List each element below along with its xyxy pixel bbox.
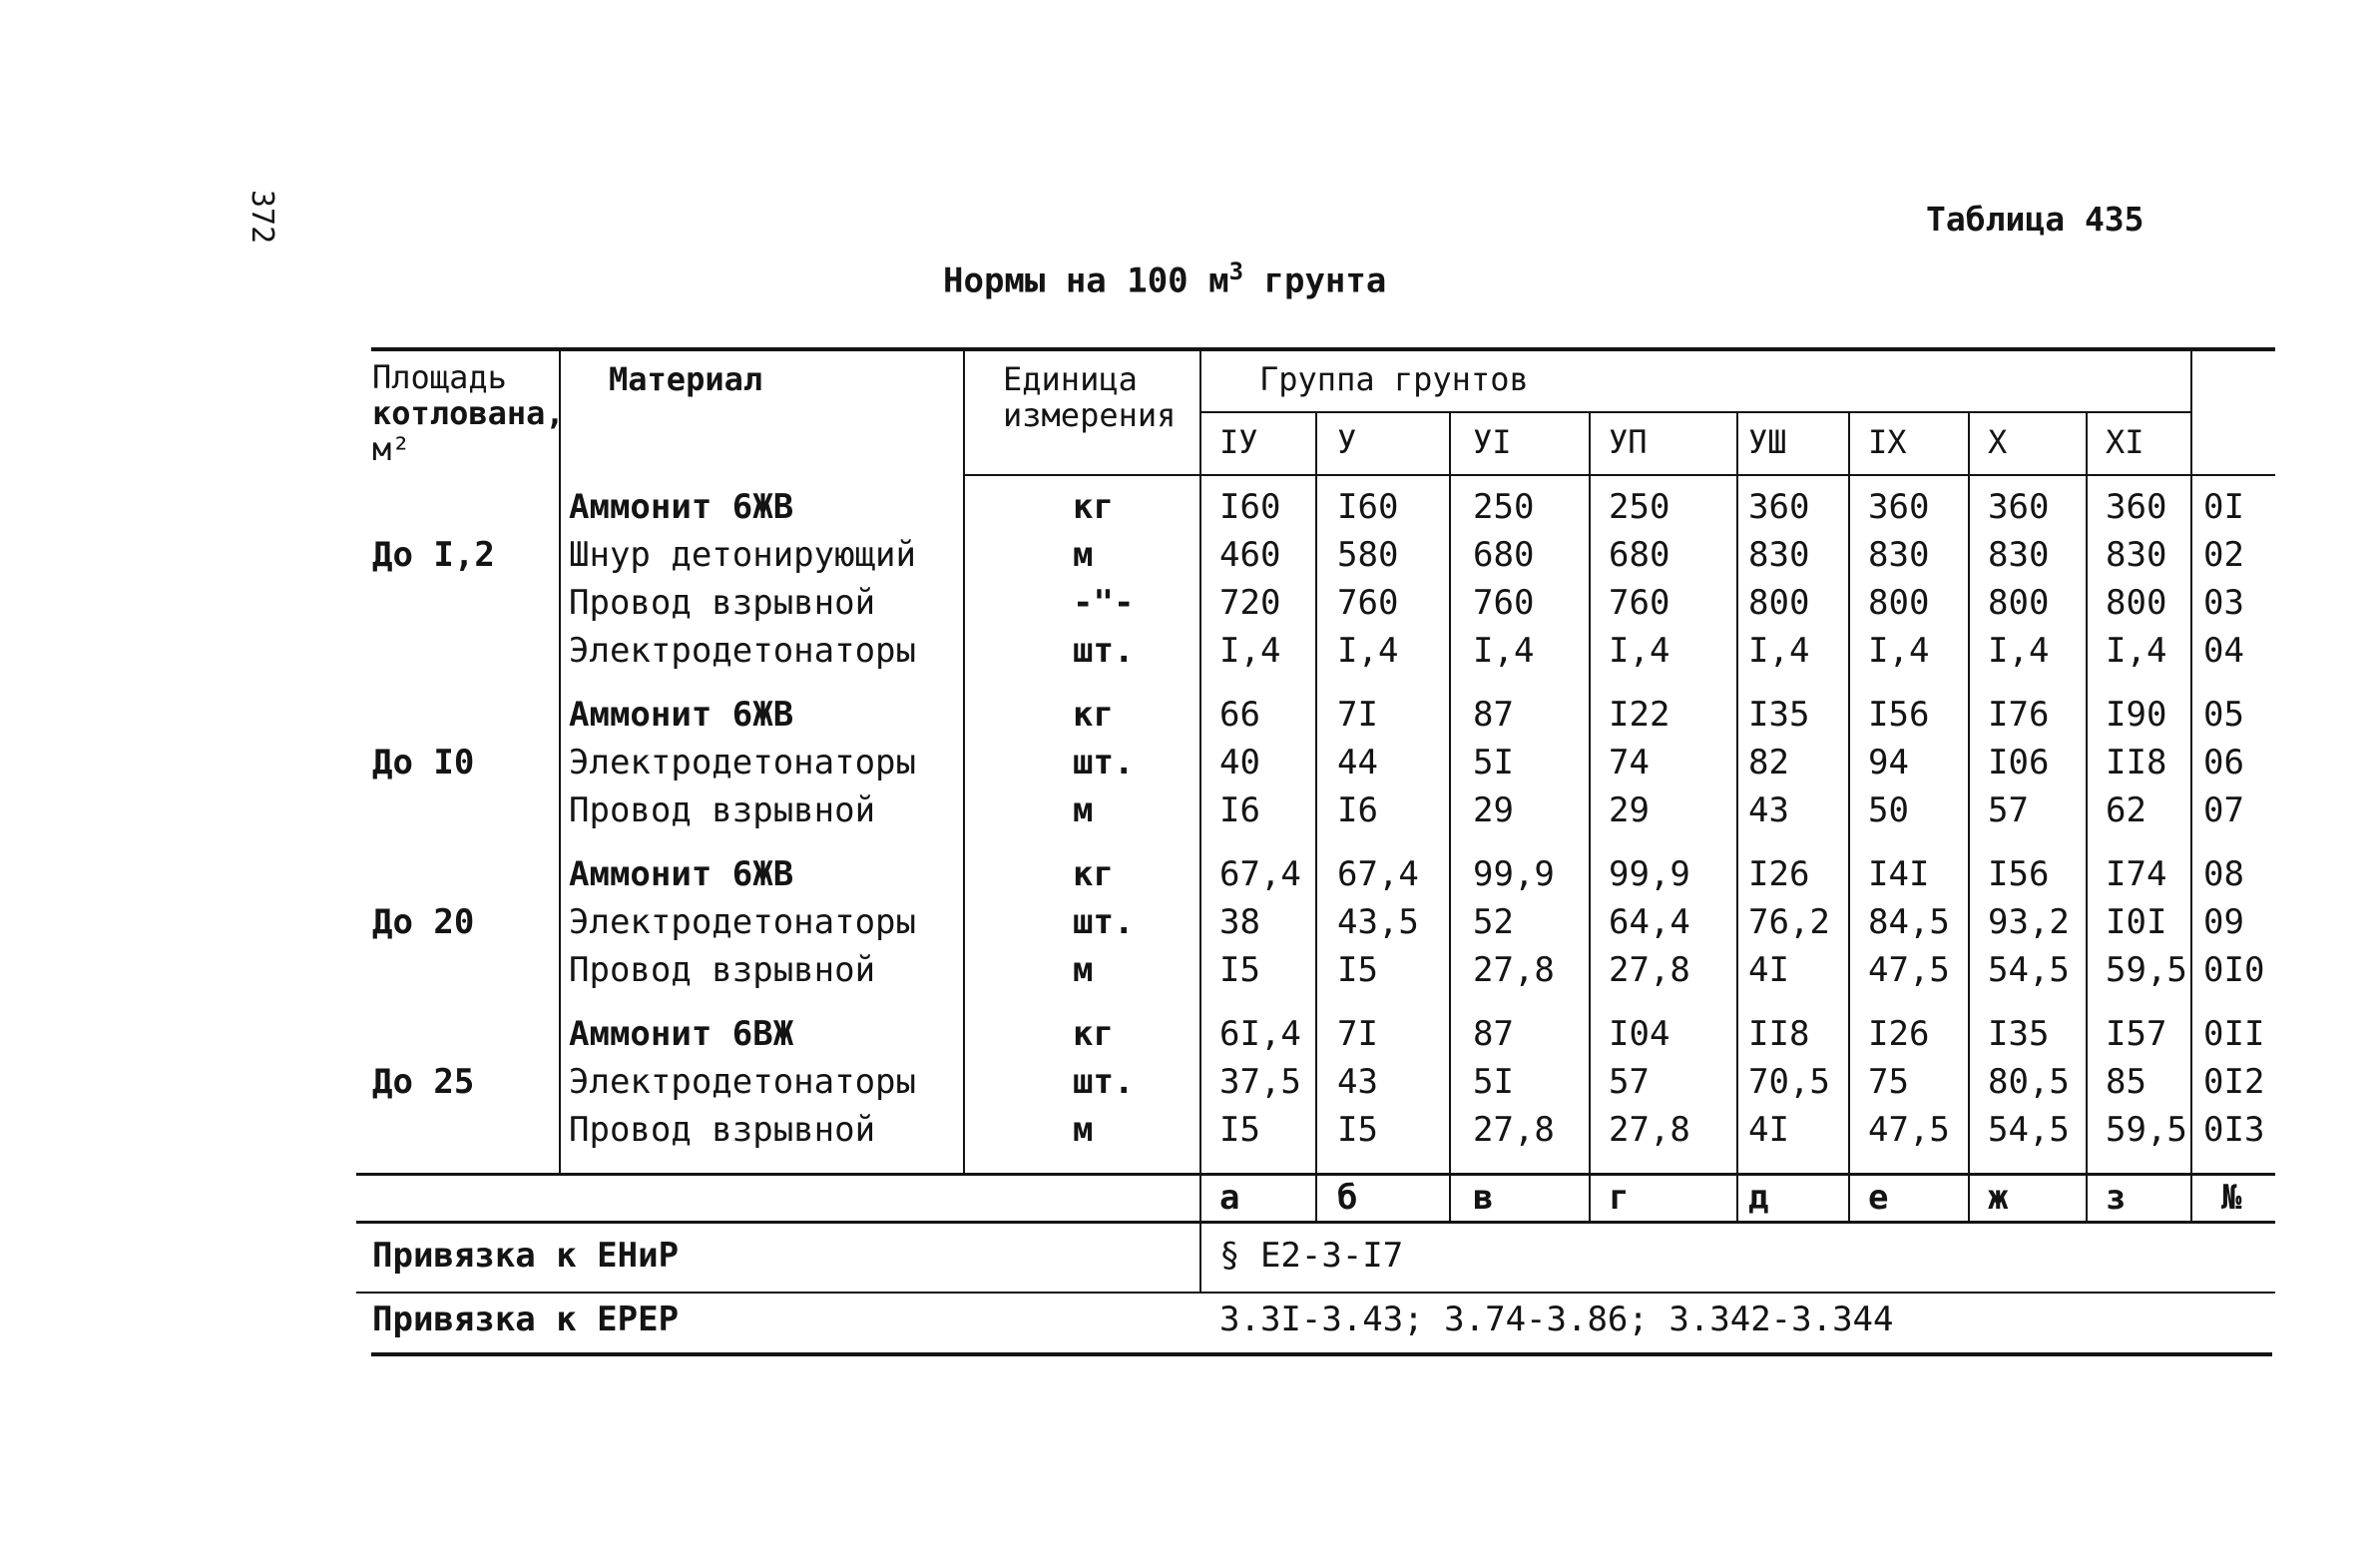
norm-value: 680	[1609, 535, 1670, 575]
norm-value: I57	[2106, 1014, 2167, 1054]
rule-v-unit	[1199, 349, 1201, 1293]
footer-label: Привязка к ЕНиР	[372, 1236, 680, 1276]
norm-value: 27,8	[1473, 950, 1555, 990]
norm-value: 250	[1473, 487, 1535, 527]
material-name: Провод взрывной	[569, 950, 876, 990]
norm-value: I74	[2106, 854, 2167, 894]
rule-v-g3	[1589, 412, 1591, 1223]
material-name: Электродетонаторы	[569, 1062, 916, 1102]
norm-value: 29	[1473, 790, 1514, 830]
norm-value: 760	[1337, 583, 1399, 623]
norm-value: I,4	[1988, 631, 2050, 671]
norm-value: I,4	[1473, 631, 1535, 671]
norm-value: 75	[1868, 1062, 1909, 1102]
norm-value: 360	[1988, 487, 2050, 527]
norm-value: 830	[1988, 535, 2050, 575]
row-code: 07	[2203, 790, 2244, 830]
unit-value: кг	[1073, 1014, 1114, 1054]
material-name: Аммонит 6ЖВ	[569, 695, 794, 735]
unit-value: шт.	[1073, 631, 1135, 671]
unit-value: шт.	[1073, 743, 1135, 782]
norm-value: 800	[2106, 583, 2167, 623]
norm-value: I,4	[1748, 631, 1810, 671]
norm-value: 87	[1473, 1014, 1514, 1054]
number-sign: №	[2221, 1178, 2242, 1218]
norm-value: 59,5	[2106, 1110, 2187, 1150]
norm-value: 250	[1609, 487, 1670, 527]
norm-value: I,4	[1868, 631, 1930, 671]
norm-value: 7I	[1337, 695, 1378, 735]
material-name: Электродетонаторы	[569, 902, 916, 942]
column-letter-4: д	[1748, 1178, 1769, 1218]
group-header-4: УШ	[1748, 423, 1787, 461]
norm-value: I5	[1219, 950, 1260, 990]
norm-value: 800	[1748, 583, 1810, 623]
norm-value: 37,5	[1219, 1062, 1301, 1102]
row-code: 09	[2203, 902, 2244, 942]
unit-value: шт.	[1073, 902, 1135, 942]
norm-value: I,4	[2106, 631, 2167, 671]
rule-v-g2	[1449, 412, 1451, 1223]
norm-value: I35	[1748, 695, 1810, 735]
title-prefix: Нормы на 100 м	[943, 261, 1229, 301]
rule-header-bottom	[963, 474, 2275, 476]
rule-v-material	[963, 349, 965, 1174]
page-number: 372	[244, 190, 279, 245]
unit-value: м	[1073, 950, 1094, 990]
rule-footer-bottom	[371, 1352, 2272, 1356]
norm-value: I56	[1988, 854, 2050, 894]
rule-top	[371, 347, 2275, 351]
norm-value: 580	[1337, 535, 1399, 575]
material-name: Провод взрывной	[569, 1110, 876, 1150]
header-unit-line1: Единица	[1003, 360, 1138, 398]
norm-value: 680	[1473, 535, 1535, 575]
unit-value: м	[1073, 790, 1094, 830]
norm-value: I60	[1337, 487, 1399, 527]
norm-value: 800	[1988, 583, 2050, 623]
column-letter-7: з	[2106, 1178, 2127, 1218]
rule-v-g1	[1315, 412, 1317, 1223]
column-letter-5: е	[1868, 1178, 1889, 1218]
norm-value: 50	[1868, 790, 1909, 830]
title-suffix: грунта	[1243, 261, 1387, 301]
norm-value: 27,8	[1609, 1110, 1690, 1150]
row-code: 0I	[2203, 487, 2244, 527]
footer-value: 3.3I-3.43; 3.74-3.86; 3.342-3.344	[1219, 1300, 1894, 1339]
group-header-6: X	[1988, 423, 2008, 461]
norm-value: 43	[1337, 1062, 1378, 1102]
row-code: 02	[2203, 535, 2244, 575]
rule-group-sub	[1199, 411, 2192, 413]
column-letter-3: г	[1609, 1178, 1630, 1218]
header-area	[372, 359, 565, 467]
rule-v-area	[559, 349, 561, 1174]
row-code: 0I3	[2203, 1110, 2265, 1150]
footer-value: § Е2-3-I7	[1219, 1236, 1404, 1276]
rule-v-code	[2190, 349, 2192, 1223]
norm-value: 360	[2106, 487, 2167, 527]
norm-value: I6	[1337, 790, 1378, 830]
norm-value: I6	[1219, 790, 1260, 830]
norm-value: 27,8	[1609, 950, 1690, 990]
norm-value: 57	[1609, 1062, 1650, 1102]
material-name: Аммонит 6ВЖ	[569, 1014, 794, 1054]
norm-value: I,4	[1337, 631, 1399, 671]
norm-value: II8	[2106, 743, 2167, 782]
norm-value: I35	[1988, 1014, 2050, 1054]
material-name: Провод взрывной	[569, 790, 876, 830]
rule-footer-mid	[356, 1292, 2275, 1294]
group-header-7: XI	[2106, 423, 2144, 461]
norm-value: 54,5	[1988, 950, 2070, 990]
row-code: 0I2	[2203, 1062, 2265, 1102]
norm-value: 84,5	[1868, 902, 1950, 942]
row-code: 08	[2203, 854, 2244, 894]
norm-value: 800	[1868, 583, 1930, 623]
norm-value: 67,4	[1219, 854, 1301, 894]
norm-value: 830	[1748, 535, 1810, 575]
group-header-5: IX	[1868, 423, 1907, 461]
unit-value: -"-	[1073, 583, 1135, 623]
rule-v-g5	[1848, 412, 1850, 1223]
norm-value: 93,2	[1988, 902, 2070, 942]
header-unit	[1003, 361, 1176, 433]
norm-value: 54,5	[1988, 1110, 2070, 1150]
table-caption: Таблица 435	[1926, 200, 2144, 239]
norm-value: I4I	[1868, 854, 1930, 894]
row-code: 05	[2203, 695, 2244, 735]
norm-value: I26	[1748, 854, 1810, 894]
unit-value: кг	[1073, 487, 1114, 527]
unit-value: м	[1073, 535, 1094, 575]
norm-value: I5	[1337, 1110, 1378, 1150]
material-name: Электродетонаторы	[569, 743, 916, 782]
norm-value: I5	[1219, 1110, 1260, 1150]
header-area-line3: м²	[372, 430, 411, 468]
column-letter-6: ж	[1988, 1178, 2009, 1218]
rule-v-g4	[1736, 412, 1738, 1223]
norm-value: 99,9	[1473, 854, 1555, 894]
norm-value: 47,5	[1868, 1110, 1950, 1150]
norm-value: 47,5	[1868, 950, 1950, 990]
group-header-0: IУ	[1219, 423, 1258, 461]
norm-value: 29	[1609, 790, 1650, 830]
section-area-label: До 20	[372, 902, 475, 942]
row-code: 0II	[2203, 1014, 2265, 1054]
norm-value: I26	[1868, 1014, 1930, 1054]
norm-value: 27,8	[1473, 1110, 1555, 1150]
group-header-3: УП	[1609, 423, 1648, 461]
column-letter-0: а	[1219, 1178, 1240, 1218]
norm-value: I,4	[1609, 631, 1670, 671]
unit-value: м	[1073, 1110, 1094, 1150]
norm-value: 4I	[1748, 950, 1789, 990]
norm-value: 52	[1473, 902, 1514, 942]
norm-value: 44	[1337, 743, 1378, 782]
norm-value: I5	[1337, 950, 1378, 990]
norm-value: I22	[1609, 695, 1670, 735]
norm-value: I60	[1219, 487, 1281, 527]
unit-value: кг	[1073, 695, 1114, 735]
row-code: 06	[2203, 743, 2244, 782]
norm-value: 5I	[1473, 743, 1514, 782]
header-material: Материал	[609, 360, 763, 398]
material-name: Электродетонаторы	[569, 631, 916, 671]
column-letter-1: б	[1337, 1178, 1358, 1218]
norm-value: 760	[1473, 583, 1535, 623]
norm-value: 99,9	[1609, 854, 1690, 894]
row-code: 03	[2203, 583, 2244, 623]
section-area-label: До I0	[372, 743, 475, 782]
column-letter-2: в	[1473, 1178, 1494, 1218]
norm-value: 66	[1219, 695, 1260, 735]
norm-value: I,4	[1219, 631, 1281, 671]
norm-value: 64,4	[1609, 902, 1690, 942]
material-name: Провод взрывной	[569, 583, 876, 623]
rule-v-g7	[2086, 412, 2088, 1223]
norm-value: 38	[1219, 902, 1260, 942]
norm-value: 720	[1219, 583, 1281, 623]
material-name: Шнур детонирующий	[569, 535, 916, 575]
material-name: Аммонит 6ЖВ	[569, 854, 794, 894]
norm-value: 87	[1473, 695, 1514, 735]
norm-value: 760	[1609, 583, 1670, 623]
unit-value: кг	[1073, 854, 1114, 894]
norm-value: 59,5	[2106, 950, 2187, 990]
norm-value: I90	[2106, 695, 2167, 735]
norm-value: 360	[1748, 487, 1810, 527]
norm-value: 830	[1868, 535, 1930, 575]
norm-value: 85	[2106, 1062, 2146, 1102]
rule-v-g6	[1968, 412, 1970, 1223]
norm-value: 4I	[1748, 1110, 1789, 1150]
norm-value: I76	[1988, 695, 2050, 735]
norm-value: 7I	[1337, 1014, 1378, 1054]
group-header-1: У	[1337, 423, 1357, 461]
header-soil-group: Группа грунтов	[1259, 360, 1529, 398]
norm-value: 70,5	[1748, 1062, 1830, 1102]
norm-value: 57	[1988, 790, 2029, 830]
unit-value: шт.	[1073, 1062, 1135, 1102]
norm-value: I06	[1988, 743, 2050, 782]
footer-label: Привязка к ЕРЕР	[372, 1300, 680, 1339]
norm-value: I0I	[2106, 902, 2167, 942]
norm-value: 76,2	[1748, 902, 1830, 942]
row-code: 0I0	[2203, 950, 2265, 990]
header-area-line2: котлована,	[372, 394, 565, 432]
norm-value: 40	[1219, 743, 1260, 782]
norm-value: 43	[1748, 790, 1789, 830]
norm-value: 94	[1868, 743, 1909, 782]
row-code: 04	[2203, 631, 2244, 671]
header-unit-line2: измерения	[1003, 396, 1177, 434]
section-area-label: До 25	[372, 1062, 475, 1102]
title-superscript: 3	[1228, 258, 1244, 285]
norm-value: 5I	[1473, 1062, 1514, 1102]
norm-value: 80,5	[1988, 1062, 2070, 1102]
norm-value: I04	[1609, 1014, 1670, 1054]
norm-value: 74	[1609, 743, 1650, 782]
table-title	[943, 258, 1386, 300]
header-area-line1: Площадь	[372, 358, 507, 396]
section-area-label: До I,2	[372, 535, 495, 575]
norm-value: I56	[1868, 695, 1930, 735]
norm-value: 6I,4	[1219, 1014, 1301, 1054]
group-header-2: УI	[1473, 423, 1512, 461]
material-name: Аммонит 6ЖВ	[569, 487, 794, 527]
norm-value: II8	[1748, 1014, 1810, 1054]
norm-value: 460	[1219, 535, 1281, 575]
norm-value: 360	[1868, 487, 1930, 527]
norm-value: 830	[2106, 535, 2167, 575]
norm-value: 62	[2106, 790, 2146, 830]
norm-value: 67,4	[1337, 854, 1419, 894]
norm-value: 43,5	[1337, 902, 1419, 942]
norm-value: 82	[1748, 743, 1789, 782]
